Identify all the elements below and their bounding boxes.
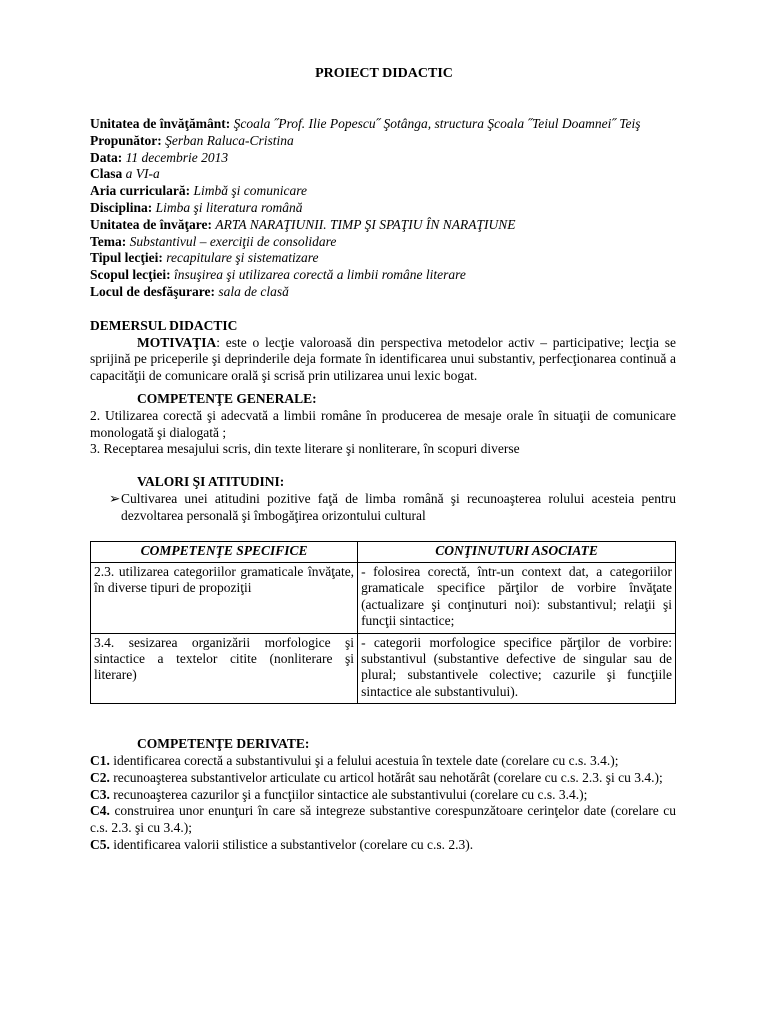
competenta-derivata-item: C4. construirea unor enunţuri în care să integreze substantive corespunzătoare cerinţelor date (corelare cu c.s. 2.3. şi cu 3.4.); (90, 803, 676, 836)
info-unitate-invatare: Unitatea de învăţare: ARTA NARAŢIUNII. TIMP ŞI SPAŢIU ÎN NARAŢIUNE (90, 216, 516, 232)
arrow-bullet-icon: ➢ (109, 490, 121, 506)
table-header-cell: CONŢINUTURI ASOCIATE (358, 541, 676, 562)
table-cell: 2.3. utilizarea categoriilor gramaticale învăţate, în diverse tipuri de propoziţii (91, 562, 358, 633)
table-header-cell: COMPETENŢE SPECIFICE (91, 541, 358, 562)
table-cell: 3.4. sesizarea organizării morfologice şi sintactice a textelor citite (nonliterare şi literare) (91, 633, 358, 704)
table-cell: - categorii morfologice specifice părţilor de vorbire: substantivul (substantive defective de singular sau de plural; substantivele colective; cazurile şi funcţiile sintactice ale substantivului). (358, 633, 676, 704)
competenta-generala-item: 3. Receptarea mesajului scris, din texte literare şi nonliterare, în scopuri diverse (90, 441, 520, 457)
table-header-row (91, 541, 676, 562)
info-propunator: Propunător: Şerban Raluca-Cristina (90, 132, 294, 148)
competenta-generala-item: 2. Utilizarea corectă şi adecvată a limbii române în producerea de mesaje orale în situaţii de comunicare monologată şi dialogată ; (90, 407, 676, 440)
header-info (90, 116, 676, 301)
info-aria: Aria curriculară: Limbă şi comunicare (90, 183, 307, 199)
info-tipul: Tipul lecţiei: recapitulare şi sistematizare (90, 250, 319, 266)
competente-generale-heading: COMPETENŢE GENERALE: (137, 390, 317, 406)
info-clasa: Clasa a VI-a (90, 166, 160, 182)
document-content (90, 116, 676, 854)
motivatie-paragraph: MOTIVAŢIA: este o lecţie valoroasă din perspectiva metodelor activ – participative; lecţia se sprijină pe priceperile şi deprinderile deja formate în identificarea unui substantiv, perfecţionarea continuă a capacităţii de comunicare orală şi scrisă prin utilizarea unui lexic bogat. (90, 334, 676, 384)
competente-derivate-heading: COMPETENŢE DERIVATE: (137, 736, 310, 752)
info-unitate: Unitatea de învăţământ: Şcoala ˝Prof. Ilie Popescu˝ Şotânga, structura Şcoala ˝Teiul Doamnei˝ Teiş (90, 116, 641, 131)
info-disciplina: Disciplina: Limba şi literatura română (90, 199, 303, 215)
info-data: Data: 11 decembrie 2013 (90, 149, 229, 165)
competenta-derivata-item: C3. recunoaşterea cazurilor şi a funcţiilor sintactice ale substantivului (corelare cu c.s. 3.4.); (90, 786, 588, 802)
table-row (91, 562, 676, 633)
competenta-derivata-item: C2. recunoaşterea substantivelor articulate cu articol hotărât sau nehotărât (corelare cu c.s. 2.3. şi cu 3.4.); (90, 769, 663, 785)
competenta-derivata-item: C5. identificarea valorii stilistice a substantivelor (corelare cu c.s. 2.3). (90, 836, 474, 852)
table-row (91, 633, 676, 704)
competente-table (90, 541, 676, 705)
document-title: PROIECT DIDACTIC (315, 66, 453, 81)
info-tema: Tema: Substantivul – exerciţii de consolidare (90, 233, 337, 249)
table-cell: - folosirea corectă, într-un context dat, a categoriilor gramaticale specifice părţilor de vorbire învăţate (actualizare şi conţinuturi noi): substantivul; relaţii şi funcţii sintactice; (358, 562, 676, 633)
valori-item: ➢Cultivarea unei atitudini pozitive faţă de limba română şi recunoaşterea rolului acesteia pentru dezvoltarea personală şi îmbogăţirea orizontului cultural (109, 490, 676, 523)
valori-heading: VALORI ŞI ATITUDINI: (137, 474, 285, 490)
demers-heading: DEMERSUL DIDACTIC (90, 317, 238, 333)
competenta-derivata-item: C1. identificarea corectă a substantivului şi a felului acestuia în textele date (corelare cu c.s. 3.4.); (90, 752, 619, 768)
info-scopul: Scopul lecţiei: însuşirea şi utilizarea corectă a limbii române literare (90, 267, 466, 283)
info-locul: Locul de desfăşurare: sala de clasă (90, 283, 289, 299)
